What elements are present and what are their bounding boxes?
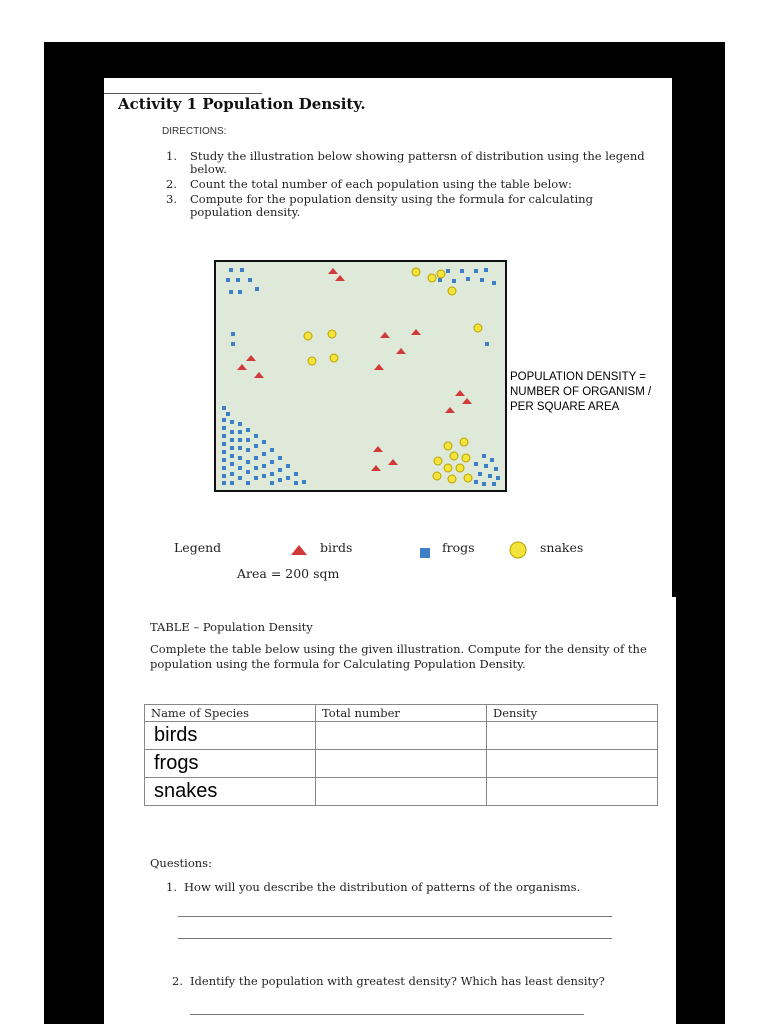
frog-icon (278, 456, 282, 460)
question-text: How will you describe the distribution of patterns of the organisms. (184, 880, 581, 894)
frog-icon (230, 446, 234, 450)
frog-icon (222, 466, 226, 470)
direction-step (166, 193, 656, 219)
frog-icon (262, 440, 266, 444)
area-text: Area = 200 sqm (237, 566, 340, 581)
frog-icon (286, 476, 290, 480)
frame-right-upper (672, 42, 725, 597)
question-number: 2. (172, 974, 183, 988)
frog-icon (238, 438, 242, 442)
frog-icon (490, 458, 494, 462)
frog-icon (254, 476, 258, 480)
column-header: Total number (316, 705, 487, 722)
bird-icon (396, 348, 406, 354)
frog-icon (286, 464, 290, 468)
frog-icon (226, 412, 230, 416)
table-row (145, 778, 658, 806)
activity-title: Activity 1 Population Density. (118, 95, 366, 113)
frog-icon (262, 474, 266, 478)
snake-icon (428, 274, 436, 282)
frog-icon (474, 269, 478, 273)
frog-icon (488, 474, 492, 478)
frog-icon (222, 426, 226, 430)
snake-icon (448, 475, 456, 483)
bird-icon (462, 398, 472, 404)
frog-icon (246, 460, 250, 464)
frog-icon (240, 268, 244, 272)
frog-icon (246, 438, 250, 442)
legend-item-snakes: snakes (540, 540, 584, 555)
bird-icon (380, 332, 390, 338)
frog-icon (262, 452, 266, 456)
column-header: Density (487, 705, 658, 722)
frog-icon (226, 278, 230, 282)
snake-icon (444, 442, 452, 450)
question-number: 1. (166, 880, 177, 894)
snake-icon (433, 472, 441, 480)
frog-icon (452, 279, 456, 283)
frog-icon (302, 480, 306, 484)
frog-icon (474, 462, 478, 466)
legend-item-frogs: frogs (442, 540, 475, 555)
frog-icon (492, 281, 496, 285)
bird-group (237, 268, 472, 471)
frog-icon (484, 268, 488, 272)
snake-icon (444, 464, 452, 472)
frog-icon (255, 287, 259, 291)
frog-icon (231, 342, 235, 346)
frog-icon (438, 278, 442, 282)
frog-icon (278, 468, 282, 472)
snake-group (304, 268, 482, 483)
frog-icon (246, 481, 250, 485)
frog-icon (230, 430, 234, 434)
frog-icon (474, 480, 478, 484)
snake-icon (464, 474, 472, 482)
column-header: Name of Species (145, 705, 316, 722)
step-text: Study the illustration below showing pattersn of distribution using the legend below. (190, 149, 645, 176)
table-row (145, 722, 658, 750)
frog-icon (238, 446, 242, 450)
frog-icon (222, 458, 226, 462)
frog-icon (278, 478, 282, 482)
frame-right-lower (676, 597, 725, 1024)
bird-icon (455, 390, 465, 396)
directions-label: DIRECTIONS: (162, 126, 227, 137)
triangle-icon (290, 541, 308, 560)
frog-icon (494, 467, 498, 471)
answer-line[interactable] (178, 938, 612, 939)
frog-icon (270, 481, 274, 485)
frog-icon (478, 472, 482, 476)
frog-icon (246, 448, 250, 452)
frog-icon (238, 422, 242, 426)
frog-icon (222, 450, 226, 454)
direction-step (166, 150, 656, 176)
bird-icon (335, 275, 345, 281)
directions-list (166, 150, 656, 221)
snake-icon (412, 268, 420, 276)
bird-icon (388, 459, 398, 465)
frog-icon (482, 482, 486, 486)
species-cell: birds (145, 722, 316, 750)
circle-icon (508, 540, 528, 564)
answer-line[interactable] (178, 916, 612, 917)
bird-icon (254, 372, 264, 378)
frog-cluster (222, 406, 306, 485)
bird-icon (373, 446, 383, 452)
snake-icon (308, 357, 316, 365)
frog-icon (238, 476, 242, 480)
answer-line[interactable] (190, 1014, 584, 1015)
table-instructions: Complete the table below using the given illustration. Compute for the density of the population using the formula for Calculating Population Density. (150, 642, 647, 671)
frog-icon (230, 472, 234, 476)
total-cell[interactable] (316, 750, 487, 778)
snake-icon (450, 452, 458, 460)
table-row (145, 750, 658, 778)
snake-icon (456, 464, 464, 472)
frog-icon (248, 278, 252, 282)
frog-icon (484, 464, 488, 468)
questions-heading: Questions: (150, 856, 212, 870)
snake-icon (434, 457, 442, 465)
frame-top (44, 42, 725, 78)
frog-icon (294, 472, 298, 476)
frog-icon (222, 434, 226, 438)
frog-icon (446, 269, 450, 273)
frog-icon (466, 277, 470, 281)
snake-icon (328, 330, 336, 338)
density-cell[interactable] (487, 778, 658, 806)
step-number: 2. (166, 177, 177, 191)
population-table (144, 704, 658, 806)
frog-icon (270, 460, 274, 464)
frog-icon (262, 464, 266, 468)
frog-icon (238, 466, 242, 470)
frog-icon (238, 290, 242, 294)
bird-icon (246, 355, 256, 361)
snake-icon (460, 438, 468, 446)
total-cell[interactable] (316, 722, 487, 750)
frog-icon (460, 269, 464, 273)
step-number: 3. (166, 192, 177, 206)
step-text: Compute for the population density using the formula for calculating population density. (190, 192, 593, 219)
frog-icon (492, 482, 496, 486)
frog-icon (482, 454, 486, 458)
question-text: Identify the population with greatest density? Which has least density? (190, 974, 605, 988)
snake-icon (330, 354, 338, 362)
frog-icon (229, 290, 233, 294)
frog-icon (236, 278, 240, 282)
frog-icon (238, 456, 242, 460)
species-cell: snakes (145, 778, 316, 806)
total-cell[interactable] (316, 778, 487, 806)
legend-label: Legend (174, 540, 222, 555)
bird-icon (371, 465, 381, 471)
frame-left (44, 42, 104, 1024)
square-icon (420, 543, 430, 562)
frog-icon (222, 406, 226, 410)
density-cell[interactable] (487, 722, 658, 750)
frog-icon (238, 430, 242, 434)
step-number: 1. (166, 149, 177, 163)
frog-icon (230, 481, 234, 485)
frog-icon (480, 278, 484, 282)
frog-icon (222, 474, 226, 478)
frog-icon (230, 420, 234, 424)
frog-group (226, 268, 500, 486)
frog-icon (230, 438, 234, 442)
frog-icon (254, 444, 258, 448)
snake-icon (304, 332, 312, 340)
frog-icon (496, 476, 500, 480)
step-text: Count the total number of each population using the table below: (190, 177, 572, 191)
bird-icon (328, 268, 338, 274)
legend-item-birds: birds (320, 540, 353, 555)
table-heading: TABLE – Population Density (150, 620, 313, 634)
bird-icon (445, 407, 455, 413)
frog-icon (222, 442, 226, 446)
distribution-illustration (214, 260, 507, 492)
frog-icon (222, 481, 226, 485)
frog-icon (230, 462, 234, 466)
frog-icon (222, 418, 226, 422)
frog-icon (230, 454, 234, 458)
direction-step (166, 178, 656, 191)
frog-icon (246, 428, 250, 432)
snake-icon (437, 270, 445, 278)
table-header-row (145, 705, 658, 722)
bird-icon (374, 364, 384, 370)
snake-icon (448, 287, 456, 295)
frog-icon (270, 472, 274, 476)
density-formula: POPULATION DENSITY = NUMBER OF ORGANISM / PER SQUARE AREA (510, 371, 652, 413)
title-rule (104, 93, 262, 94)
density-cell[interactable] (487, 750, 658, 778)
frog-icon (294, 481, 298, 485)
frog-icon (254, 466, 258, 470)
frog-icon (246, 470, 250, 474)
frog-icon (254, 434, 258, 438)
frog-icon (229, 268, 233, 272)
snake-icon (462, 454, 470, 462)
frog-icon (231, 332, 235, 336)
illustration-svg (216, 262, 505, 490)
snake-icon (474, 324, 482, 332)
frog-icon (270, 448, 274, 452)
species-cell: frogs (145, 750, 316, 778)
frog-icon (254, 456, 258, 460)
frog-icon (485, 342, 489, 346)
bird-icon (411, 329, 421, 335)
bird-icon (237, 364, 247, 370)
